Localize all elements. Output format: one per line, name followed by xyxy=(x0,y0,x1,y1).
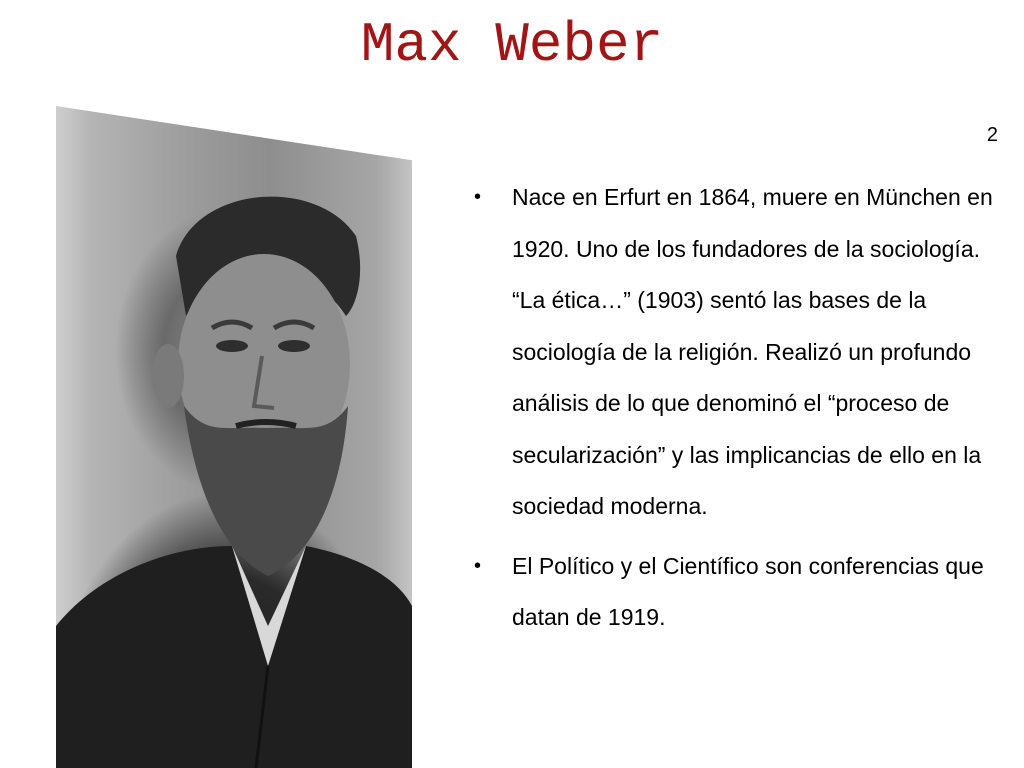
list-item xyxy=(470,541,1000,644)
slide-title: Max Weber xyxy=(360,13,664,77)
slide-number: 2 xyxy=(986,124,998,146)
bullet-text: El Político y el Científico son conferencias que datan de 1919. xyxy=(512,552,984,630)
list-item xyxy=(470,172,1000,533)
coat-shape xyxy=(56,546,412,768)
bullet-icon: • xyxy=(474,186,482,208)
bullet-icon: • xyxy=(474,554,482,577)
right-eye-shape xyxy=(278,340,310,352)
portrait-photo xyxy=(56,106,412,768)
left-eye-shape xyxy=(216,340,248,352)
bullet-list xyxy=(470,172,1000,652)
portrait-photo-icon xyxy=(56,106,412,768)
bullet-text: Nace en Erfurt en 1864, muere en München en 1920. Uno de los fundadores de la sociología. “La ética…” (1903) sentó las bases de la sociología de la religión. Realizó un profundo análisis de lo que denominó el “proceso de secularización” y las implicancias de ello en la sociedad moderna. xyxy=(512,184,993,519)
ear-shape xyxy=(152,344,184,408)
